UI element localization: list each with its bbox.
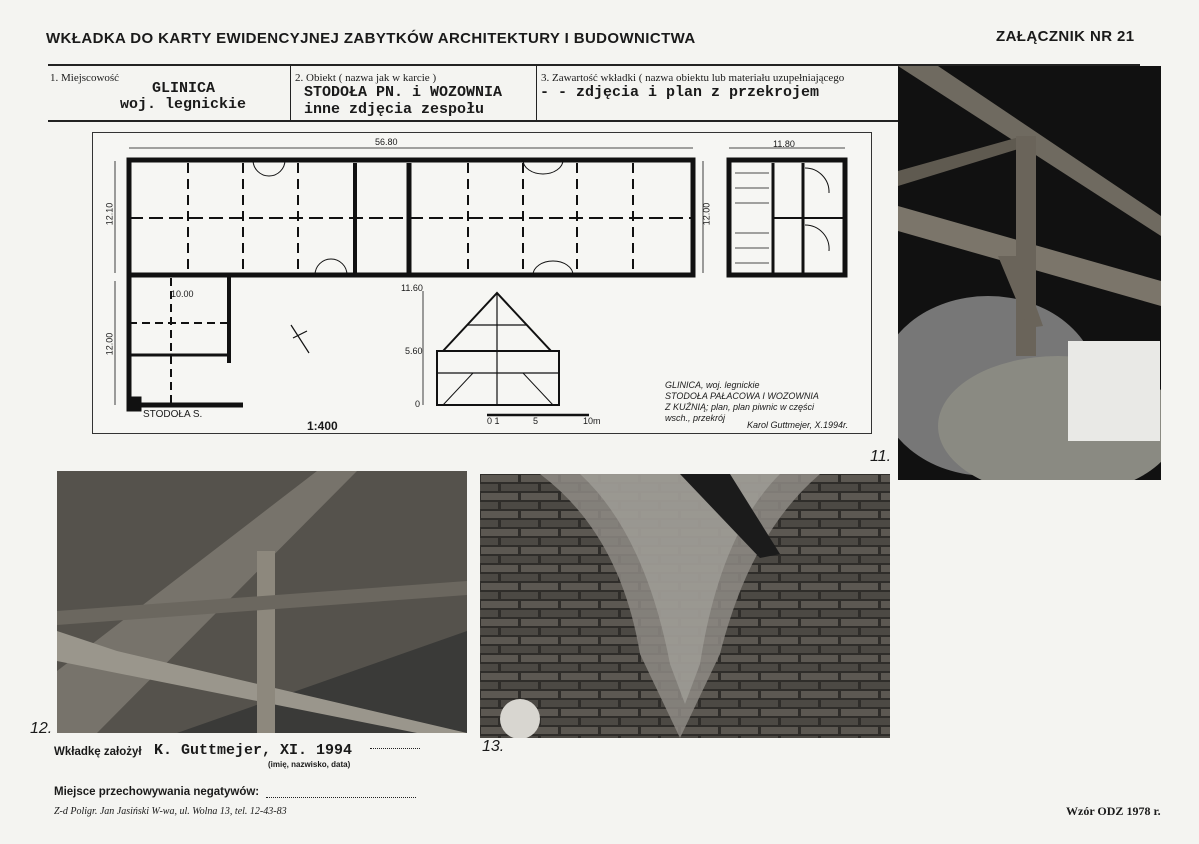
field-object-value-2: inne zdjęcia zespołu xyxy=(304,101,485,118)
wing-label: STODOŁA S. xyxy=(143,409,203,420)
field-divider-1 xyxy=(290,66,291,120)
dim-top-main: 56.80 xyxy=(375,137,398,147)
header-rule-bottom xyxy=(48,120,898,122)
plan-signature: Karol Guttmejer, X.1994r. xyxy=(747,420,849,430)
plan-drawing xyxy=(92,132,872,434)
photo-13-image xyxy=(480,474,890,738)
field-location-label: 1. Miejscowość xyxy=(50,72,120,84)
founded-dots xyxy=(370,748,420,749)
field-divider-2 xyxy=(536,66,537,120)
dim-left-top: 12.10 xyxy=(104,202,115,226)
form-title: WKŁADKA DO KARTY EWIDENCYJNEJ ZABYTKÓW ARCHITEKTURY I BUDOWNICTWA xyxy=(46,30,696,47)
photo-13-number: 13. xyxy=(482,738,505,755)
plan-scale: 1:400 xyxy=(307,419,338,433)
photo-12-image xyxy=(57,471,467,733)
caption-line: Z KUŹNIĄ; plan, plan piwnic w części xyxy=(665,402,815,412)
printer-info: Z-d Poligr. Jan Jasiński W-wa, ul. Wolna 13, tel. 12-43-83 xyxy=(54,806,287,817)
photo-12-roof-interior xyxy=(57,471,467,733)
scalebar-start: 0 1 xyxy=(487,416,500,426)
founded-label: Wkładkę założył xyxy=(54,746,142,758)
form-model: Wzór ODZ 1978 r. xyxy=(1066,804,1161,818)
photo-11-number: 11. xyxy=(870,448,892,465)
photo-11-image xyxy=(898,66,1161,480)
scalebar-mid: 5 xyxy=(533,416,539,426)
field-object-value-1: STODOŁA PN. i WOZOWNIA xyxy=(304,84,503,101)
field-location-value-2: woj. legnickie xyxy=(120,96,247,113)
storage-dots xyxy=(266,797,416,798)
storage-label: Miejsce przechowywania negatywów: xyxy=(54,786,260,798)
scalebar-end: 10m xyxy=(583,416,601,426)
caption-line: STODOŁA PAŁACOWA I WOZOWNIA xyxy=(665,391,819,401)
section-height-3: 0 xyxy=(415,399,421,409)
attachment-number: ZAŁĄCZNIK NR 21 xyxy=(996,28,1135,45)
caption-line: GLINICA, woj. legnickie xyxy=(665,380,760,390)
dim-wing: 10.00 xyxy=(171,289,194,299)
dim-top-side: 11.80 xyxy=(773,139,795,149)
founded-value: K. Guttmejer, XI. 1994 xyxy=(154,742,353,759)
field-location-value-1: GLINICA xyxy=(152,80,216,97)
dim-left-bottom: 12.00 xyxy=(104,332,115,356)
field-content-value: - - zdjęcia i plan z przekrojem xyxy=(540,84,820,101)
field-content-label: 3. Zawartość wkładki ( nazwa obiektu lub materiału uzupełniającego xyxy=(541,72,845,84)
section-height-2: 5.60 xyxy=(405,346,423,356)
photo-11-roof-truss xyxy=(898,66,1161,480)
caption-line: wsch., przekrój xyxy=(665,413,726,423)
founded-hint: (imię, nazwisko, data) xyxy=(268,760,351,769)
dim-right-main: 12.00 xyxy=(701,202,712,226)
photo-12-number: 12. xyxy=(30,720,53,737)
section-height-1: 11.60 xyxy=(401,283,423,293)
photo-13-brick-vault xyxy=(480,474,890,738)
plan-caption xyxy=(665,380,819,424)
field-object-label: 2. Obiekt ( nazwa jak w karcie ) xyxy=(295,72,437,84)
